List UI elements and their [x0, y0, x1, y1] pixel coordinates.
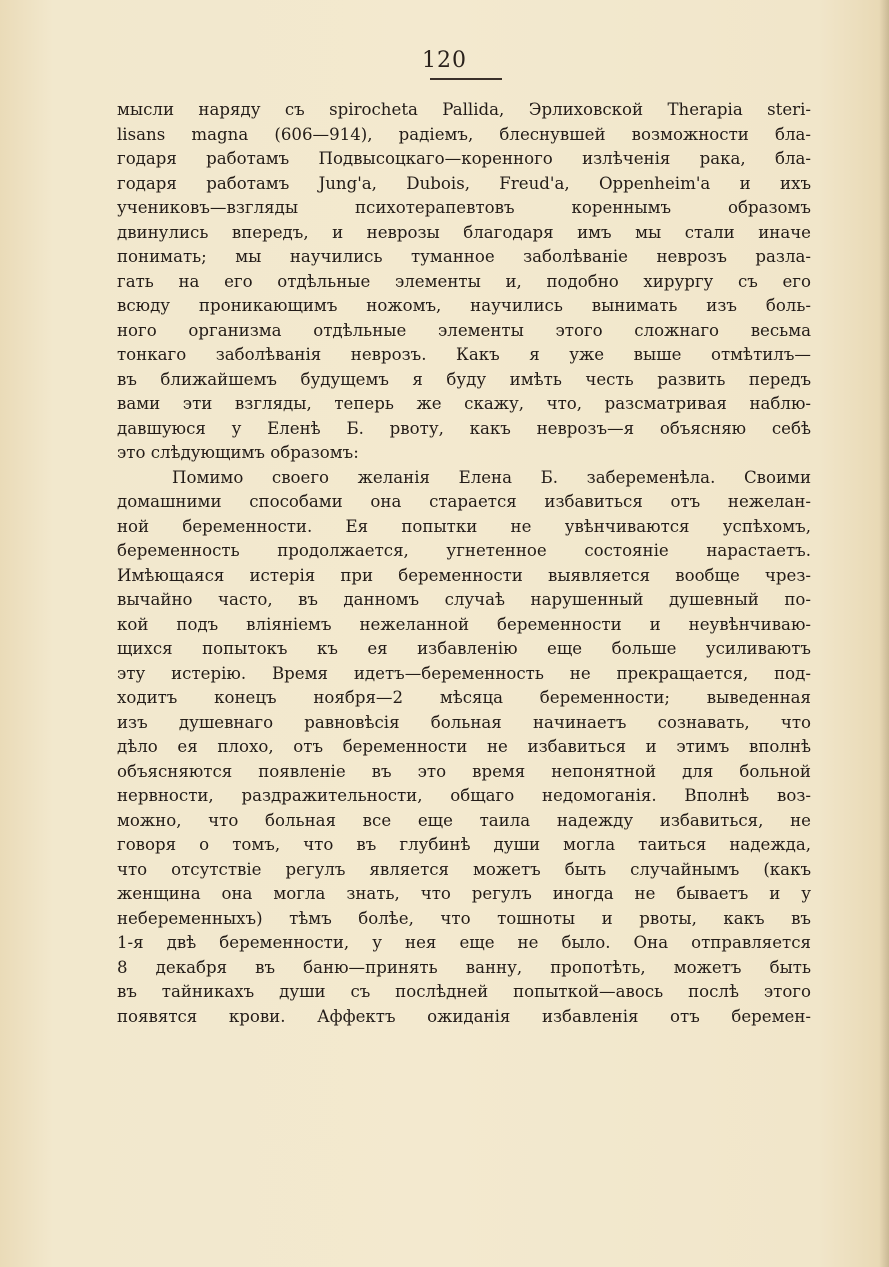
text-line: можно, что больная все еще таила надежду избавиться, не [117, 810, 811, 830]
text-line: домашними способами она старается избавиться отъ нежелан- [117, 492, 811, 511]
page-number: 120 [422, 48, 467, 73]
text-line: небеременныхъ) тѣмъ болѣе, что тошноты и рвоты, какъ въ [117, 908, 811, 928]
text-line: говоря о томъ, что въ глубинѣ души могла таиться надежда, [117, 835, 811, 854]
text-line: 8 декабря въ баню—принять ванну, пропотѣть, можетъ быть [117, 957, 811, 977]
page-edge-shadow [879, 0, 889, 1267]
text-line: въ тайникахъ души съ послѣдней попыткой—авось послѣ этого [117, 982, 811, 1001]
text-line: Имѣющаяся истерія при беременности выявляется вообще чрез- [117, 565, 811, 585]
text-line: нервности, раздражительности, общаго недомоганія. Вполнѣ воз- [117, 786, 811, 805]
text-line: гать на его отдѣльные элементы и, подобно хирургу съ его [117, 271, 811, 291]
text-line: изъ душевнаго равновѣсія больная начинаетъ сознавать, что [117, 712, 811, 732]
text-line: дѣло ея плохо, отъ беременности не избавиться и этимъ вполнѣ [117, 737, 811, 756]
text-line: понимать; мы научились туманное заболѣваніе неврозъ разла- [117, 247, 811, 266]
text-line: беременность продолжается, угнетенное состояніе нарастаетъ. [117, 541, 811, 560]
text-line: ного организма отдѣльные элементы этого сложнаго весьма [117, 320, 811, 340]
text-line: эту истерію. Время идетъ—беременность не прекращается, под- [117, 663, 811, 683]
text-line: женщина она могла знать, что регулъ иногда не бываетъ и у [117, 884, 811, 903]
text-line: lisans magna (606—914), радіемъ, блеснувшей возможности бла- [117, 124, 811, 144]
text-line: появятся крови. Аффектъ ожиданія избавленія отъ беремен- [117, 1006, 811, 1026]
text-line: это слѣдующимъ образомъ: [117, 443, 359, 462]
text-line: вами эти взгляды, теперь же скажу, что, разсматривая наблю- [117, 394, 811, 413]
text-line: вычайно часто, въ данномъ случаѣ нарушенный душевный по- [117, 590, 811, 609]
text-line: ходитъ конецъ ноября—2 мѣсяца беременности; выведенная [117, 688, 811, 707]
text-line: что отсутствіе регулъ является можетъ быть случайнымъ (какъ [117, 859, 811, 879]
text-line: ной беременности. Ея попытки не увѣнчиваются успѣхомъ, [117, 516, 811, 536]
text-line: объясняются появленіе въ это время непонятной для больной [117, 761, 811, 781]
text-line: мысли наряду съ spirochеta Pallida, Эрлиховской Therapia steri- [117, 100, 811, 119]
text-line: тонкаго заболѣванія неврозъ. Какъ я уже выше отмѣтилъ— [117, 345, 811, 364]
text-line: всюду проникающимъ ножомъ, научились вынимать изъ боль- [117, 296, 811, 315]
text-line: въ ближайшемъ будущемъ я буду имѣть честь развить передъ [117, 369, 811, 389]
text-line: годаря работамъ Jung'a, Dubois, Freud'a, Oppenheim'a и ихъ [117, 173, 811, 193]
text-line: двинулись впередъ, и неврозы благодаря имъ мы стали иначе [117, 222, 811, 242]
body-text [117, 98, 811, 1029]
text-line: давшуюся у Еленѣ Б. рвоту, какъ неврозъ—я объясняю себѣ [117, 418, 811, 438]
page-number-underline [430, 78, 502, 80]
text-line: кой подъ вліяніемъ нежеланной беременности и неувѣнчиваю- [117, 614, 811, 634]
text-line: Помимо своего желанія Елена Б. забеременѣла. Своими [172, 467, 811, 487]
text-line: щихся попытокъ къ ея избавленію еще больше усиливаютъ [117, 639, 811, 658]
text-line: годаря работамъ Подвысоцкаго—коренного излѣченія рака, бла- [117, 149, 811, 168]
text-line: учениковъ—взгляды психотерапевтовъ кореннымъ образомъ [117, 198, 811, 217]
text-line: 1-я двѣ беременности, у нея еще не было. Она отправляется [117, 933, 811, 952]
